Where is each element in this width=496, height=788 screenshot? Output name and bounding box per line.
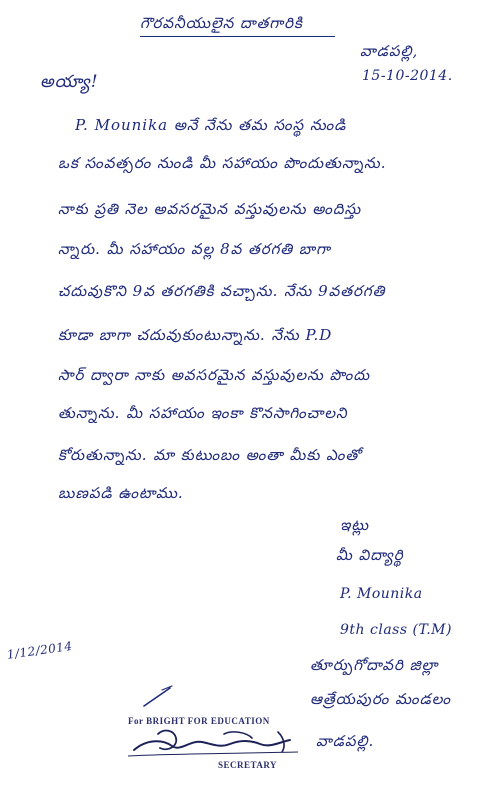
letter-title: గౌరవనీయులైన దాతగారికి: [140, 14, 303, 32]
title-underline: [140, 36, 335, 37]
stamp-organization: For BRIGHT FOR EDUCATION: [128, 716, 270, 726]
body-line: చదువుకొని 9వ తరగతికి వచ్చాను. నేను 9వతరగతి: [58, 282, 386, 300]
organization-stamp: [128, 710, 303, 780]
closing: ఇట్లు: [340, 516, 370, 534]
pen-stroke-mark: [140, 682, 180, 712]
body-line: సార్ ద్వారా నాకు అవసరమైన వస్తువులను పొందు: [58, 366, 371, 384]
body-line: బుణపడి ఉంటాము.: [58, 484, 184, 502]
salutation: అయ్యా!: [40, 72, 99, 92]
address-line: ఆత్రేయపురం మండలం: [310, 690, 451, 708]
address-line: వాడపల్లి.: [316, 732, 375, 750]
body-line: కోరుతున్నాను. మా కుటుంబం అంతా మీకు ఎంతో: [58, 446, 362, 464]
student-class: 9th class (T.M): [340, 622, 452, 638]
student-name: P. Mounika: [340, 586, 423, 602]
body-line: కూడా బాగా చదువుకుంటున్నాను. నేను P.D: [58, 326, 333, 344]
letter-date: 15-10-2014.: [362, 68, 453, 84]
letter-place: వాడపల్లి,: [360, 42, 419, 60]
margin-date: 1/12/2014: [6, 638, 74, 662]
body-line: న్నారు. మీ సహాయం వల్ల 8వ తరగతి బాగా: [58, 240, 331, 258]
stamp-role: SECRETARY: [218, 760, 278, 770]
address-line: తూర్పుగోదావరి జిల్లా: [310, 656, 439, 674]
body-line: నాకు ప్రతి నెల అవసరమైన వస్తువులను అందిస్తు: [58, 200, 362, 218]
body-line: ఒక సంవత్సరం నుండి మీ సహాయం పొందుతున్నాను.: [58, 154, 387, 172]
body-line: తున్నాను. మీ సహాయం ఇంకా కొనసాగించాలని: [58, 404, 348, 422]
signoff: మీ విద్యార్థి: [336, 546, 404, 564]
body-line: P. Mounika అనే నేను తమ సంస్థ నుండి: [75, 116, 347, 134]
